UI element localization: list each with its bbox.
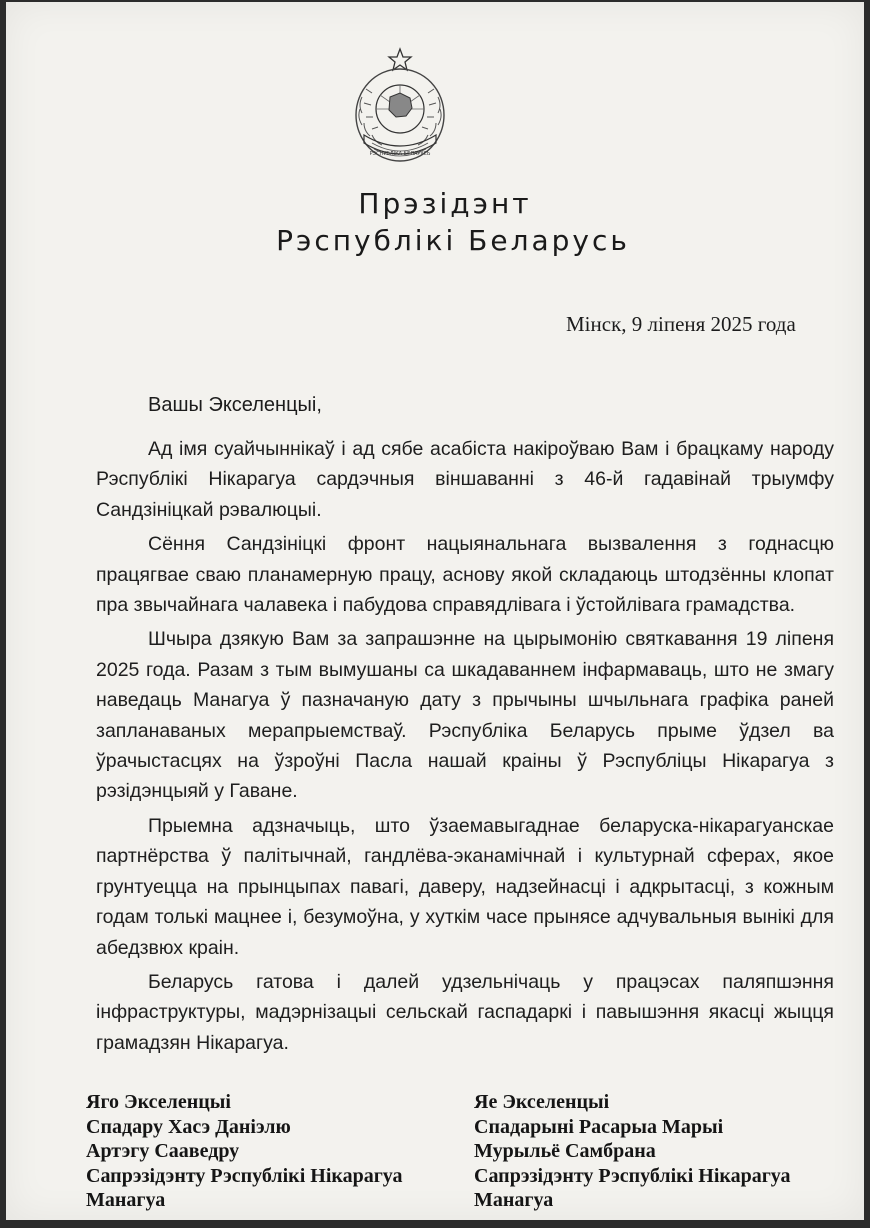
paragraph: Шчыра дзякую Вам за запрашэнне на цырымонію святкавання 19 ліпеня 2025 года. Разам з тым вымушаны са шкадаваннем інфармаваць, што не змагу наведаць Манагуа ў пазначаную дату з прычыны шчыльнага графіка раней запланаваных мерапрыемстваў. Рэспубліка Беларусь прыме ўдзел ва ўрачыстасцях на ўзроўні Пасла нашай краіны ў Рэспубліцы Нікарагуа з рэзідэнцыяй у Гаване. bbox=[96, 628, 834, 803]
title-republic: Рэспублікі Беларусь bbox=[276, 224, 630, 257]
addressee-line: Яго Экселенцыі bbox=[86, 1091, 231, 1113]
emblem-ribbon-text: РЭСПУБЛІКА БЕЛАРУСЬ bbox=[369, 151, 431, 157]
letter-body bbox=[96, 434, 834, 1058]
letter-page bbox=[6, 2, 864, 1220]
addressee-line: Спадару Хасэ Даніэлю bbox=[86, 1115, 291, 1138]
addressee-line: Артэгу Сааведру bbox=[86, 1140, 240, 1162]
letter-date: Мінск, 9 ліпеня 2025 года bbox=[566, 312, 796, 336]
addressee-line: Сапрэзідэнту Рэспублікі Нікарагуа bbox=[86, 1164, 403, 1187]
belarus-state-emblem-icon bbox=[350, 47, 450, 167]
salutation: Вашы Экселенцыі, bbox=[148, 394, 322, 416]
addressee-line: Сапрэзідэнту Рэспублікі Нікарагуа bbox=[474, 1164, 791, 1187]
paragraph: Беларусь гатова і далей удзельнічаць у працэсах паляпшэння інфраструктуры, мадэрнізацыі сельскай гаспадаркі і павышэння якасці жыцця грамадзян Нікарагуа. bbox=[96, 970, 834, 1054]
addressee-line: Мурыльё Самбрана bbox=[474, 1140, 656, 1162]
addressee-line: Яе Экселенцыі bbox=[474, 1091, 610, 1113]
paragraph: Ад імя суайчыннікаў і ад сябе асабіста накіроўваю Вам і брацкаму народу Рэспублікі Нікарагуа сардэчныя віншаванні з 46-й гадавінай трыумфу Сандзініцкай рэвалюцыі. bbox=[96, 438, 834, 521]
paragraph: Сёння Сандзініцкі фронт нацыянальнага вызвалення з годнасцю працягвае сваю планамерную працу, аснову якой складаюць штодзённы клопат пра звычайнага чалавека і пабудова справядлівага і ўстойлівага грамадства. bbox=[96, 533, 834, 617]
addressee-right bbox=[474, 1090, 791, 1213]
addressee-line: Манагуа bbox=[86, 1189, 166, 1211]
title-president: Прэзідэнт bbox=[358, 187, 532, 220]
addressee-line: Спадарыні Расарыа Марыі bbox=[474, 1115, 724, 1138]
addressee-line: Манагуа bbox=[474, 1189, 554, 1211]
paragraph: Прыемна адзначыць, што ўзаемавыгаднае беларуска-нікарагуанскае партнёрства ў палітычнай, гандлёва-эканамічнай і культурнай сферах, якое грунтуецца на прынцыпах павагі, даверу, надзейнасці і адкрытасці, з кожным годам толькі мацнее і, безумоўна, у хуткім часе прынясе адчувальныя вынікі для абедзвюх краін. bbox=[96, 814, 834, 959]
addressee-left bbox=[86, 1090, 403, 1213]
